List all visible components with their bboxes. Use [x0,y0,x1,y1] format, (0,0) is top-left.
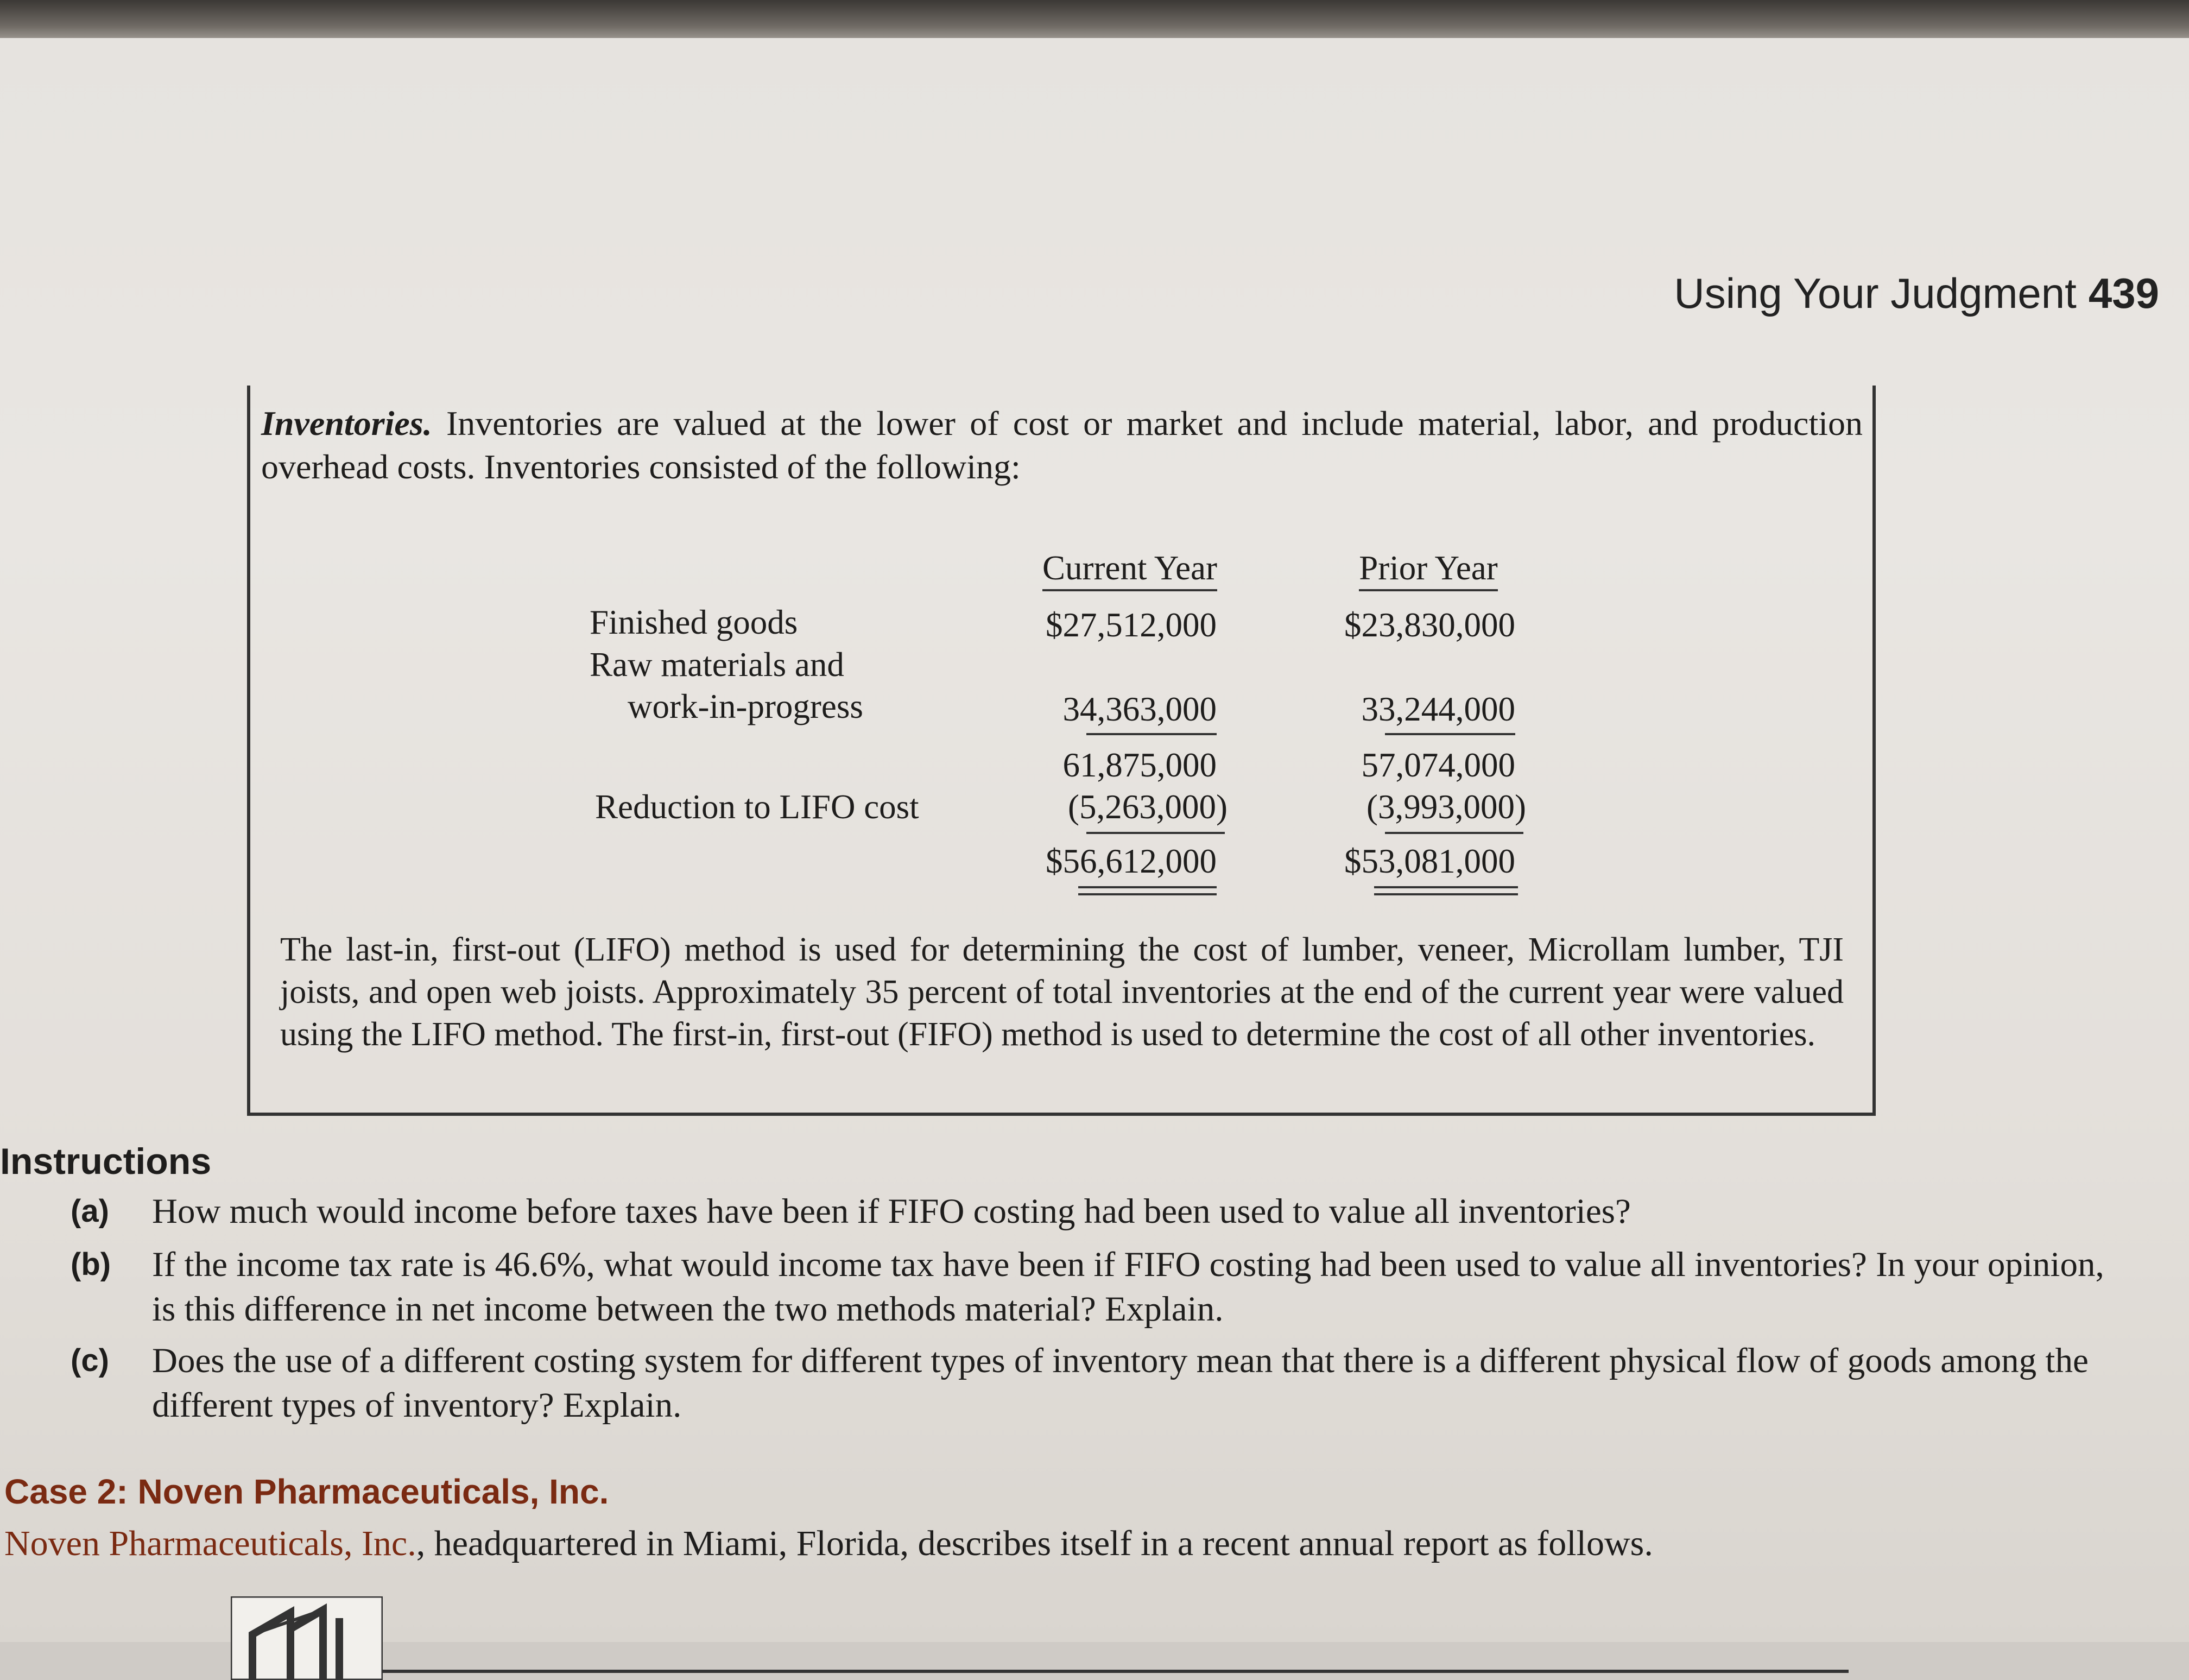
note-intro-text: Inventories are valued at the lower of cost or market and include material, labor, and production overhead costs. Inventories consisted of the following: [261,404,1863,486]
cell-finished-goods-prior: $23,830,000 [1344,606,1515,644]
note-lifo-paragraph: The last-in, first-out (LIFO) method is used for determining the cost of lumber, veneer, Microllam lumber, TJI joists, and open web joists. Approximately 35 percent of total inventories at the end of the current year were valued using the LIFO method. The first-in, first-out (FIFO) method is used to determine the cost of all other inventories. [280,931,1844,1053]
question-letter: (c) [71,1343,109,1378]
row-label-raw-materials: Raw materials and [590,646,844,684]
row-label-wip: work-in-progress [628,687,863,725]
note-intro [261,402,1863,489]
question-text: If the income tax rate is 46.6%, what would income tax have been if FIFO costing had been used to value all inventories? In your opinion, is this difference in net income between the two methods material? Explain. [152,1245,2104,1329]
question-b [71,1242,2128,1331]
cell-subtotal-prior: 57,074,000 [1361,746,1515,784]
cell-lifo-reduction-prior: (3,993,000) [1366,788,1526,826]
case-company: Noven Pharmaceuticals, Inc. [4,1524,416,1563]
cell-total-current: $56,612,000 [1046,842,1217,880]
running-head-title: Using Your Judgment [1674,269,2077,317]
row-label-lifo-reduction: Reduction to LIFO cost [595,788,919,826]
double-rule-current-2 [1078,893,1217,895]
inventories-note [247,386,1876,1116]
case-intro-text: , headquartered in Miami, Florida, describes itself in a recent annual report as follows. [416,1524,1653,1563]
cell-total-prior: $53,081,000 [1344,842,1515,880]
question-c [71,1338,2128,1428]
subtotal-rule-prior [1385,733,1515,735]
bottom-rule [383,1670,1849,1673]
row-label-finished-goods: Finished goods [590,603,798,641]
textbook-page [0,38,2189,1642]
total-rule-current [1086,832,1225,834]
question-text: How much would income before taxes have been if FIFO costing had been used to value all inventories? [152,1192,1631,1231]
building-logo-icon [231,1596,383,1680]
page-number: 439 [2088,269,2159,317]
double-rule-prior-1 [1374,886,1518,888]
column-header-current: Current Year [1040,548,1219,588]
cell-finished-goods-current: $27,512,000 [1046,606,1217,644]
cell-lifo-reduction-current: (5,263,000) [1068,788,1228,826]
double-rule-prior-2 [1374,893,1518,895]
question-text: Does the use of a different costing system for different types of inventory mean that there is a different physical flow of goods among the different types of inventory? Explain. [152,1341,2089,1425]
background-edge [0,0,2189,43]
subtotal-rule-current [1086,733,1217,735]
question-letter: (a) [71,1193,109,1229]
total-rule-prior [1385,832,1523,834]
note-lead: Inventories. [261,404,432,443]
case-intro [4,1523,1653,1564]
cell-subtotal-current: 61,875,000 [1062,746,1217,784]
cell-raw-materials-prior: 33,244,000 [1361,690,1515,728]
column-header-prior: Prior Year [1339,548,1518,588]
double-rule-current-1 [1078,886,1217,888]
case-heading: Case 2: Noven Pharmaceuticals, Inc. [4,1472,609,1511]
running-head [1674,269,2159,318]
question-a [71,1189,2128,1234]
question-letter: (b) [71,1247,111,1282]
cell-raw-materials-current: 34,363,000 [1062,690,1217,728]
instructions-heading: Instructions [0,1141,212,1182]
